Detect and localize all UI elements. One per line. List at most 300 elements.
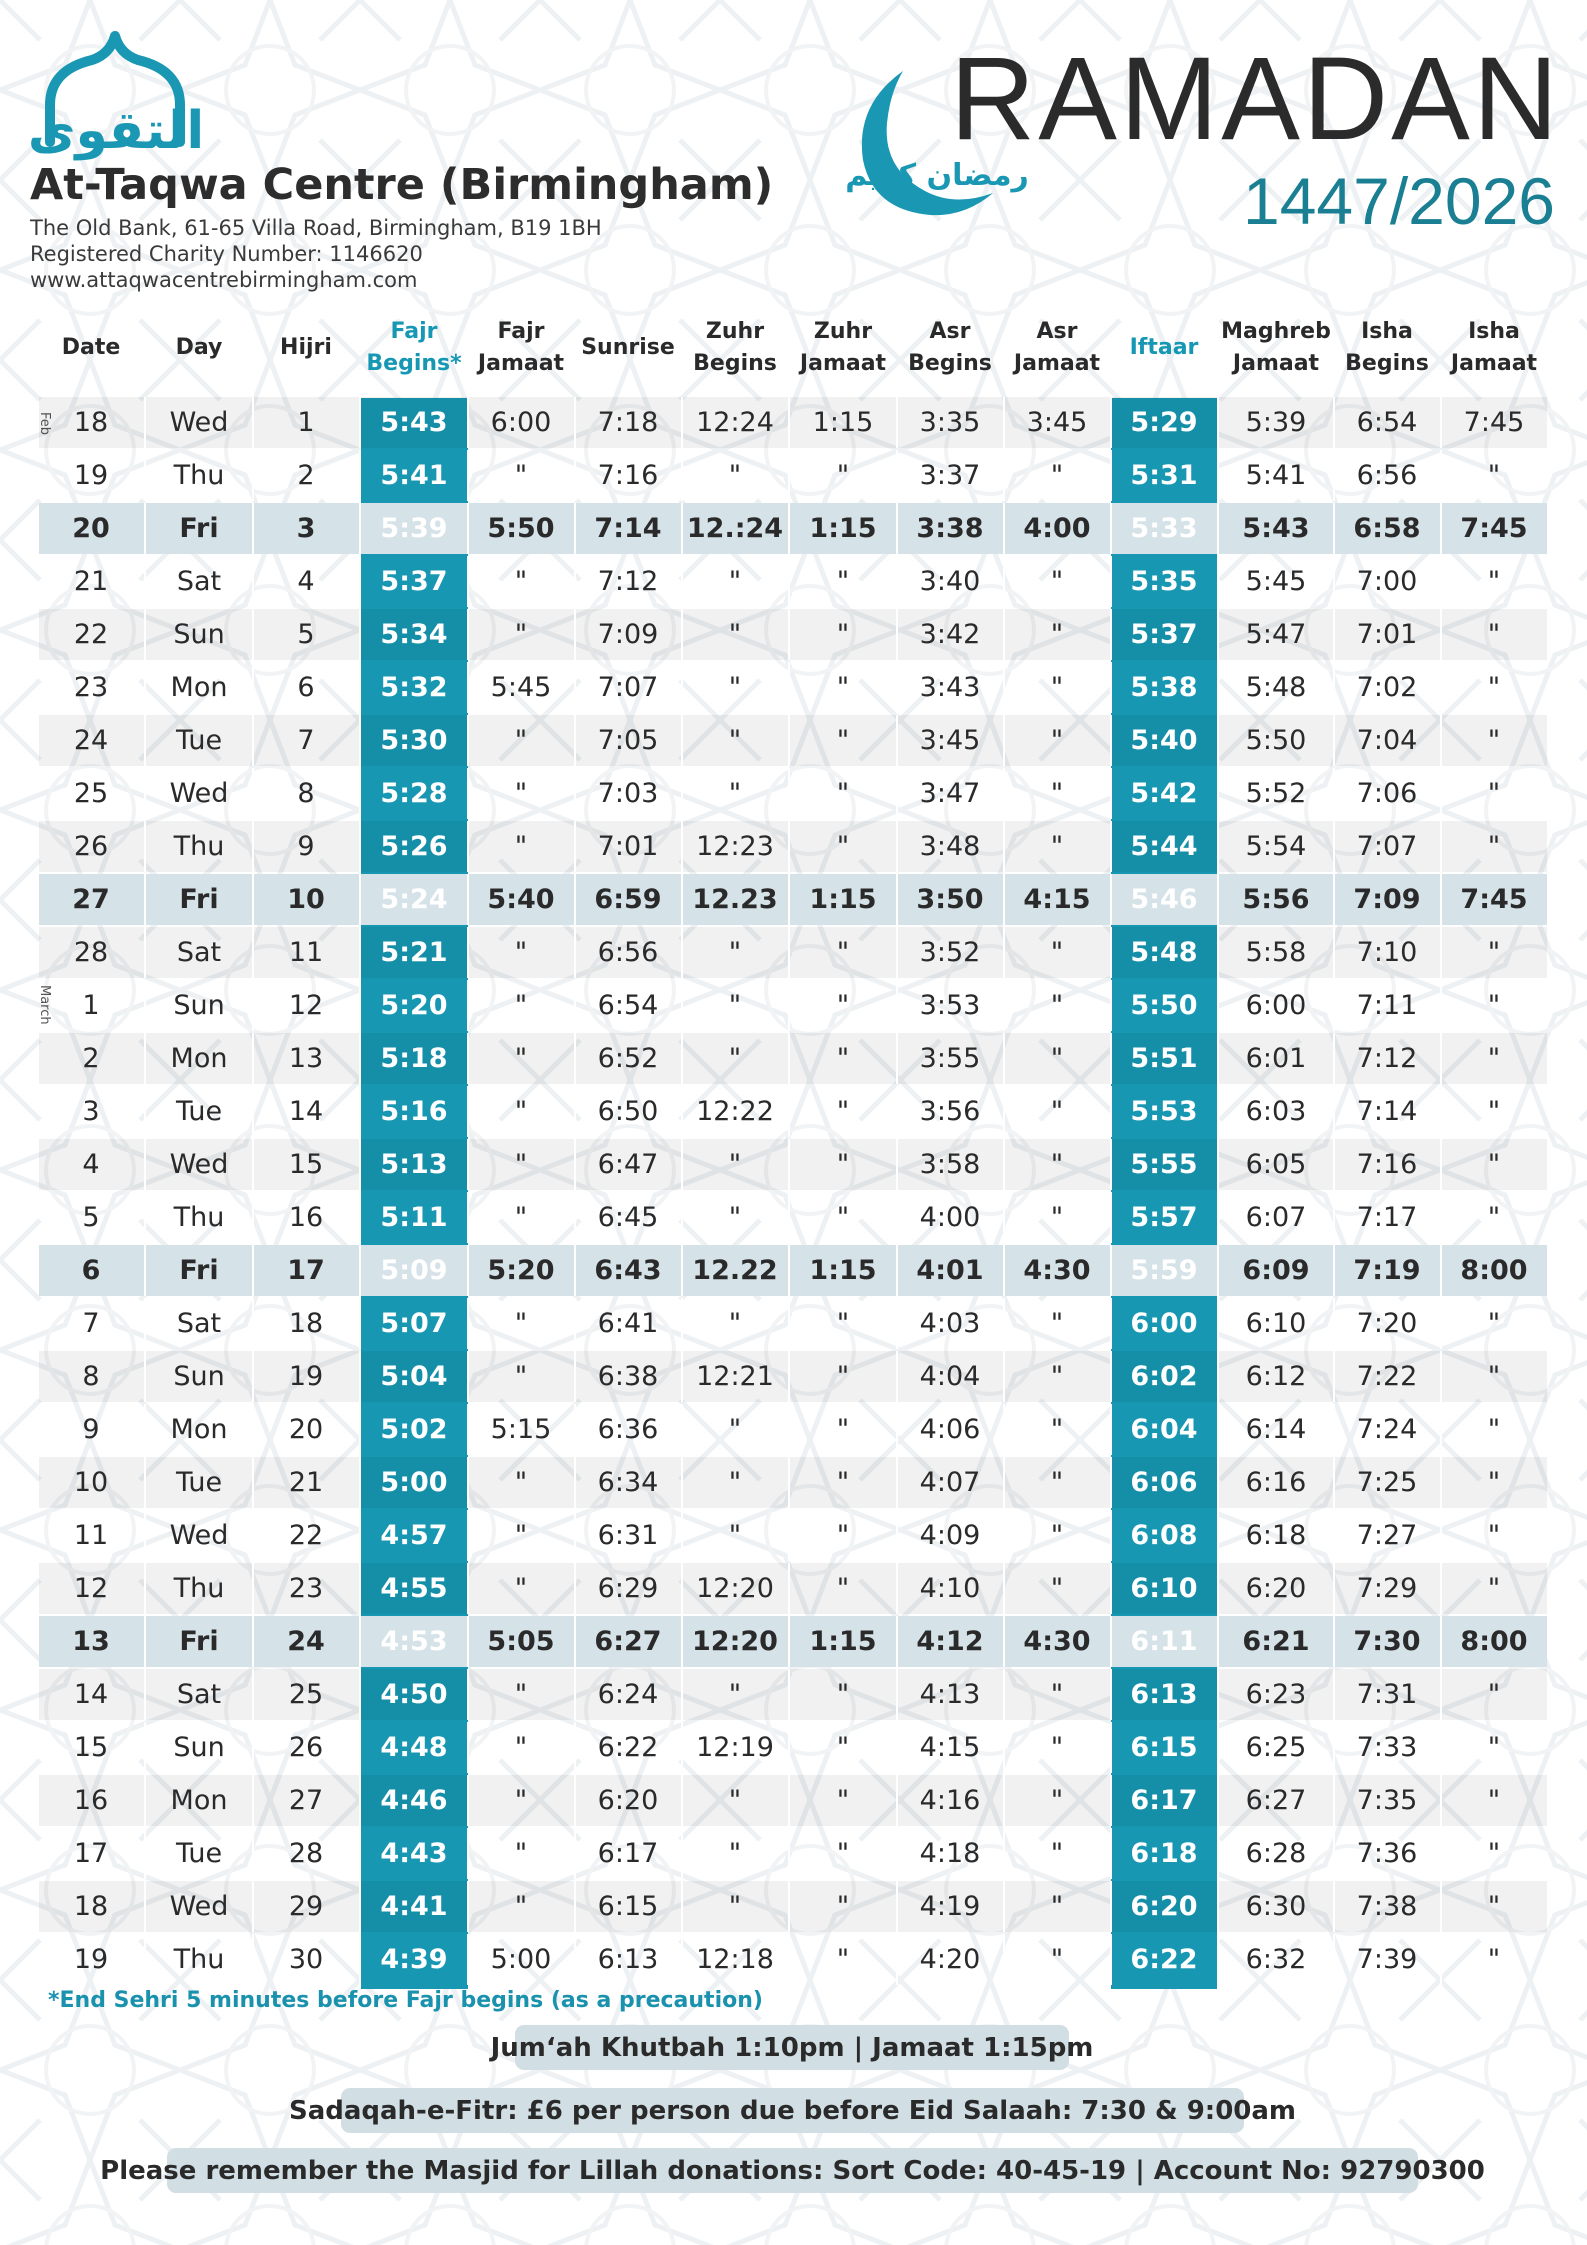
cell-zuhr-begins: " (728, 1043, 742, 1074)
cell-day: Wed (169, 778, 229, 809)
cell-sunrise: 7:07 (597, 672, 659, 703)
cell-zuhr-begins: " (728, 778, 742, 809)
cell-isha-begins: 7:00 (1356, 566, 1418, 597)
cell-zuhr-jamaat: " (836, 1944, 850, 1975)
cell-zuhr-jamaat: " (836, 672, 850, 703)
cell-fajr-begins: 5:24 (380, 884, 448, 915)
table-row (39, 1668, 1547, 1721)
table-row (39, 1297, 1547, 1350)
cell-hijri: 23 (288, 1573, 324, 1604)
table-row (39, 1403, 1547, 1456)
cell-day: Sat (176, 566, 222, 597)
cell-maghreb-jamaat: 6:18 (1245, 1520, 1307, 1551)
column-header-hijri: Hijri (280, 335, 332, 360)
donations-notice: Please remember the Masjid for Lillah donations: Sort Code: 40-45-19 | Account No: 92790300 (167, 2148, 1418, 2193)
cell-zuhr-begins: 12:18 (696, 1944, 774, 1975)
cell-fajr-jamaat: " (514, 990, 528, 1021)
cell-zuhr-jamaat: " (836, 566, 850, 597)
cell-asr-jamaat: " (1050, 1308, 1064, 1339)
cell-sunrise: 6:52 (597, 1043, 659, 1074)
cell-date: 1 (82, 990, 100, 1021)
cell-asr-jamaat: " (1050, 1944, 1064, 1975)
cell-fajr-begins: 5:34 (380, 619, 448, 650)
cell-maghreb-jamaat: 5:52 (1245, 778, 1307, 809)
cell-day: Tue (175, 1467, 223, 1498)
cell-asr-jamaat: " (1050, 1573, 1064, 1604)
cell-asr-begins: 4:10 (919, 1573, 981, 1604)
cell-hijri: 11 (288, 937, 324, 968)
cell-asr-begins: 3:56 (919, 1096, 981, 1127)
cell-iftaar: 6:18 (1130, 1838, 1198, 1869)
cell-fajr-jamaat: " (514, 1891, 528, 1922)
jumah-notice: Jum‘ah Khutbah 1:10pm | Jamaat 1:15pm (515, 2025, 1069, 2070)
cell-zuhr-begins: " (728, 990, 742, 1021)
cell-maghreb-jamaat: 6:27 (1245, 1785, 1307, 1816)
cell-maghreb-jamaat: 6:23 (1245, 1679, 1307, 1710)
cell-zuhr-begins: 12.23 (692, 884, 778, 915)
cell-asr-begins: 4:20 (919, 1944, 981, 1975)
cell-isha-jamaat: " (1487, 1308, 1501, 1339)
cell-sunrise: 6:41 (597, 1308, 659, 1339)
cell-maghreb-jamaat: 6:05 (1245, 1149, 1307, 1180)
cell-zuhr-begins: " (728, 1520, 742, 1551)
cell-sunrise: 7:09 (597, 619, 659, 650)
cell-day: Fri (179, 1626, 219, 1657)
cell-fajr-begins: 5:07 (380, 1308, 448, 1339)
cell-isha-jamaat: 8:00 (1460, 1255, 1528, 1286)
cell-zuhr-begins: 12.22 (692, 1255, 778, 1286)
cell-asr-begins: 4:09 (919, 1520, 981, 1551)
cell-asr-jamaat: " (1050, 1679, 1064, 1710)
cell-zuhr-begins: " (728, 1308, 742, 1339)
cell-day: Thu (173, 831, 225, 862)
cell-asr-jamaat: " (1050, 1467, 1064, 1498)
cell-iftaar: 5:35 (1130, 566, 1198, 597)
cell-fajr-begins: 5:00 (380, 1467, 448, 1498)
cell-asr-jamaat: " (1050, 460, 1064, 491)
cell-day: Wed (169, 1891, 229, 1922)
table-row (39, 1509, 1547, 1562)
cell-hijri: 3 (296, 513, 316, 544)
cell-asr-jamaat: " (1050, 725, 1064, 756)
cell-hijri: 8 (297, 778, 315, 809)
cell-date: 19 (73, 460, 109, 491)
cell-iftaar: 5:50 (1130, 990, 1198, 1021)
cell-zuhr-jamaat: " (836, 1414, 850, 1445)
cell-iftaar: 6:04 (1130, 1414, 1198, 1445)
cell-zuhr-jamaat: " (836, 1891, 850, 1922)
cell-asr-begins: 3:52 (919, 937, 981, 968)
cell-sunrise: 6:15 (597, 1891, 659, 1922)
cell-maghreb-jamaat: 5:56 (1242, 884, 1310, 915)
cell-zuhr-begins: " (728, 619, 742, 650)
cell-asr-jamaat: " (1050, 990, 1064, 1021)
cell-isha-begins: 6:58 (1353, 513, 1421, 544)
cell-zuhr-begins: 12:20 (696, 1573, 774, 1604)
cell-day: Tue (175, 725, 223, 756)
cell-zuhr-jamaat: 1:15 (809, 1255, 877, 1286)
cell-zuhr-begins: " (728, 460, 742, 491)
cell-asr-begins: 3:47 (919, 778, 981, 809)
cell-maghreb-jamaat: 6:14 (1245, 1414, 1307, 1445)
cell-fajr-begins: 5:32 (380, 672, 448, 703)
cell-fajr-begins: 5:43 (380, 407, 448, 438)
cell-asr-jamaat: " (1050, 1732, 1064, 1763)
cell-date: 14 (73, 1679, 109, 1710)
cell-zuhr-jamaat: " (836, 1838, 850, 1869)
cell-fajr-begins: 4:55 (380, 1573, 448, 1604)
cell-isha-jamaat: " (1487, 1944, 1501, 1975)
cell-date: 28 (73, 937, 109, 968)
table-row (39, 979, 1547, 1032)
cell-sunrise: 6:43 (594, 1255, 662, 1286)
cell-isha-jamaat: " (1487, 1732, 1501, 1763)
cell-iftaar: 5:42 (1130, 778, 1198, 809)
table-row (39, 926, 1547, 979)
cell-fajr-begins: 5:37 (380, 566, 448, 597)
cell-maghreb-jamaat: 6:25 (1245, 1732, 1307, 1763)
cell-maghreb-jamaat: 6:12 (1245, 1361, 1307, 1392)
cell-isha-begins: 6:54 (1356, 407, 1418, 438)
cell-zuhr-jamaat: 1:15 (812, 407, 874, 438)
cell-maghreb-jamaat: 6:01 (1245, 1043, 1307, 1074)
cell-asr-begins: 4:04 (919, 1361, 981, 1392)
cell-zuhr-begins: " (728, 1149, 742, 1180)
cell-fajr-jamaat: 5:15 (490, 1414, 552, 1445)
cell-fajr-begins: 4:57 (380, 1520, 448, 1551)
cell-fajr-begins: 4:50 (380, 1679, 448, 1710)
cell-isha-jamaat: " (1487, 778, 1501, 809)
cell-sunrise: 7:05 (597, 725, 659, 756)
cell-hijri: 17 (287, 1255, 325, 1286)
cell-zuhr-jamaat: " (836, 1361, 850, 1392)
cell-hijri: 14 (288, 1096, 324, 1127)
cell-sunrise: 6:59 (594, 884, 662, 915)
cell-hijri: 16 (288, 1202, 324, 1233)
cell-maghreb-jamaat: 5:47 (1245, 619, 1307, 650)
cell-sunrise: 6:34 (597, 1467, 659, 1498)
cell-sunrise: 6:27 (594, 1626, 662, 1657)
cell-maghreb-jamaat: 6:21 (1242, 1626, 1310, 1657)
cell-zuhr-begins: 12:24 (696, 407, 774, 438)
cell-sunrise: 6:22 (597, 1732, 659, 1763)
cell-sunrise: 7:16 (597, 460, 659, 491)
cell-day: Fri (179, 884, 219, 915)
cell-fajr-begins: 5:39 (380, 513, 448, 544)
cell-isha-begins: 7:33 (1356, 1732, 1418, 1763)
logo-wordmark: التقوى (27, 101, 205, 161)
cell-hijri: 26 (288, 1732, 324, 1763)
cell-hijri: 15 (288, 1149, 324, 1180)
cell-isha-jamaat: " (1487, 672, 1501, 703)
cell-asr-begins: 4:00 (919, 1202, 981, 1233)
cell-maghreb-jamaat: 6:16 (1245, 1467, 1307, 1498)
cell-isha-begins: 7:12 (1356, 1043, 1418, 1074)
cell-iftaar: 6:13 (1130, 1679, 1198, 1710)
cell-asr-jamaat: " (1050, 1043, 1064, 1074)
cell-fajr-jamaat: " (514, 460, 528, 491)
cell-fajr-jamaat: " (514, 1732, 528, 1763)
cell-asr-begins: 4:15 (919, 1732, 981, 1763)
cell-zuhr-begins: " (728, 1414, 742, 1445)
cell-hijri: 19 (288, 1361, 324, 1392)
cell-date: 26 (73, 831, 109, 862)
org-address: The Old Bank, 61-65 Villa Road, Birmingham, B19 1BH (30, 216, 602, 240)
cell-asr-begins: 4:12 (916, 1626, 984, 1657)
cell-asr-jamaat: " (1050, 1096, 1064, 1127)
table-row (39, 1774, 1547, 1827)
cell-fajr-jamaat: " (514, 1520, 528, 1551)
cell-zuhr-begins: 12.:24 (686, 513, 784, 544)
cell-isha-begins: 7:10 (1356, 937, 1418, 968)
cell-sunrise: 6:29 (597, 1573, 659, 1604)
cell-fajr-jamaat: 5:40 (487, 884, 555, 915)
cell-zuhr-begins: " (728, 1679, 742, 1710)
cell-zuhr-jamaat: " (836, 990, 850, 1021)
cell-asr-jamaat: " (1050, 1838, 1064, 1869)
cell-maghreb-jamaat: 6:00 (1245, 990, 1307, 1021)
cell-day: Sat (176, 937, 222, 968)
cell-fajr-begins: 5:30 (380, 725, 448, 756)
column-header-fajr-begins: Fajr Begins* (366, 319, 462, 376)
cell-iftaar: 5:29 (1130, 407, 1198, 438)
cell-hijri: 2 (297, 460, 315, 491)
cell-fajr-begins: 5:21 (380, 937, 448, 968)
cell-maghreb-jamaat: 5:39 (1245, 407, 1307, 438)
cell-isha-begins: 7:09 (1353, 884, 1421, 915)
cell-fajr-jamaat: 5:00 (490, 1944, 552, 1975)
table-row (39, 1827, 1547, 1880)
cell-asr-begins: 3:37 (919, 460, 981, 491)
cell-isha-jamaat: " (1487, 1467, 1501, 1498)
cell-fajr-jamaat: " (514, 1785, 528, 1816)
cell-hijri: 28 (288, 1838, 324, 1869)
cell-day: Sun (173, 990, 225, 1021)
cell-hijri: 25 (288, 1679, 324, 1710)
cell-zuhr-jamaat: " (836, 1096, 850, 1127)
mosque-dome-icon (27, 30, 210, 161)
cell-asr-jamaat: " (1050, 566, 1064, 597)
cell-maghreb-jamaat: 6:20 (1245, 1573, 1307, 1604)
cell-asr-begins: 4:18 (919, 1838, 981, 1869)
cell-iftaar: 5:31 (1130, 460, 1198, 491)
table-row (39, 1615, 1547, 1668)
column-header-zuhr-jamaat: Zuhr Jamaat (799, 319, 887, 376)
cell-sunrise: 7:01 (597, 831, 659, 862)
cell-fajr-begins: 5:41 (380, 460, 448, 491)
cell-hijri: 9 (297, 831, 315, 862)
cell-fajr-jamaat: " (514, 1573, 528, 1604)
cell-hijri: 30 (288, 1944, 324, 1975)
cell-asr-begins: 3:35 (919, 407, 981, 438)
cell-hijri: 27 (288, 1785, 324, 1816)
cell-fajr-jamaat: " (514, 1043, 528, 1074)
cell-fajr-begins: 5:13 (380, 1149, 448, 1180)
table-row (39, 873, 1547, 926)
table-row (39, 555, 1547, 608)
cell-day: Mon (170, 1785, 228, 1816)
cell-iftaar: 6:00 (1130, 1308, 1198, 1339)
table-row (39, 661, 1547, 714)
cell-isha-begins: 7:16 (1356, 1149, 1418, 1180)
cell-iftaar: 5:40 (1130, 725, 1198, 756)
cell-fajr-jamaat: " (514, 1202, 528, 1233)
cell-iftaar: 5:38 (1130, 672, 1198, 703)
cell-isha-jamaat: " (1487, 1414, 1501, 1445)
cell-asr-jamaat: " (1050, 619, 1064, 650)
cell-day: Mon (170, 672, 228, 703)
table-row (39, 1880, 1547, 1933)
cell-day: Tue (175, 1838, 223, 1869)
cell-asr-begins: 4:03 (919, 1308, 981, 1339)
cell-iftaar: 6:08 (1130, 1520, 1198, 1551)
cell-iftaar: 6:17 (1130, 1785, 1198, 1816)
cell-iftaar: 5:55 (1130, 1149, 1198, 1180)
cell-asr-jamaat: 4:30 (1023, 1255, 1091, 1286)
cell-day: Fri (179, 1255, 219, 1286)
cell-iftaar: 6:11 (1130, 1626, 1198, 1657)
cell-fajr-begins: 5:16 (380, 1096, 448, 1127)
cell-iftaar: 6:15 (1130, 1732, 1198, 1763)
cell-maghreb-jamaat: 6:10 (1245, 1308, 1307, 1339)
cell-zuhr-jamaat: " (836, 1679, 850, 1710)
cell-fajr-jamaat: " (514, 1361, 528, 1392)
cell-isha-begins: 6:56 (1356, 460, 1418, 491)
cell-zuhr-jamaat: " (836, 619, 850, 650)
cell-asr-begins: 3:45 (919, 725, 981, 756)
cell-fajr-jamaat: 6:00 (490, 407, 552, 438)
cell-zuhr-jamaat: 1:15 (809, 884, 877, 915)
cell-date: 16 (73, 1785, 109, 1816)
cell-date: 2 (82, 1043, 100, 1074)
cell-asr-begins: 3:43 (919, 672, 981, 703)
cell-asr-begins: 4:13 (919, 1679, 981, 1710)
table-row (39, 820, 1547, 873)
cell-hijri: 24 (287, 1626, 325, 1657)
cell-isha-begins: 7:06 (1356, 778, 1418, 809)
cell-fajr-begins: 4:53 (380, 1626, 448, 1657)
cell-hijri: 20 (288, 1414, 324, 1445)
cell-fajr-begins: 5:11 (380, 1202, 448, 1233)
sadaqah-notice: Sadaqah-e-Fitr: £6 per person due before Eid Salaah: 7:30 & 9:00am (341, 2088, 1244, 2133)
page-title: RAMADAN (950, 33, 1562, 165)
cell-iftaar: 5:59 (1130, 1255, 1198, 1286)
cell-isha-jamaat: " (1487, 1149, 1501, 1180)
cell-day: Thu (173, 460, 225, 491)
cell-iftaar: 6:02 (1130, 1361, 1198, 1392)
footnote: *End Sehri 5 minutes before Fajr begins (as a precaution) (48, 1988, 763, 2013)
cell-zuhr-begins: " (728, 937, 742, 968)
cell-day: Wed (169, 1149, 229, 1180)
cell-day: Mon (170, 1414, 228, 1445)
table-row (39, 1138, 1547, 1191)
cell-iftaar: 5:46 (1130, 884, 1198, 915)
cell-isha-jamaat: 8:00 (1460, 1626, 1528, 1657)
cell-sunrise: 7:03 (597, 778, 659, 809)
column-header-sunrise: Sunrise (581, 335, 675, 360)
cell-asr-jamaat: " (1050, 1891, 1064, 1922)
column-header-iftaar: Iftaar (1129, 335, 1199, 360)
cell-isha-jamaat: " (1487, 1573, 1501, 1604)
cell-sunrise: 6:36 (597, 1414, 659, 1445)
cell-iftaar: 6:22 (1130, 1944, 1198, 1975)
cell-isha-begins: 7:38 (1356, 1891, 1418, 1922)
cell-maghreb-jamaat: 6:30 (1245, 1891, 1307, 1922)
year-subtitle: 1447/2026 (1243, 164, 1555, 238)
cell-day: Thu (173, 1202, 225, 1233)
cell-fajr-begins: 4:39 (380, 1944, 448, 1975)
cell-day: Sun (173, 1361, 225, 1392)
cell-sunrise: 7:14 (594, 513, 662, 544)
column-header-isha-jamaat: Isha Jamaat (1450, 319, 1538, 376)
cell-isha-jamaat: " (1487, 1096, 1501, 1127)
cell-hijri: 12 (288, 990, 324, 1021)
cell-zuhr-jamaat: " (836, 1308, 850, 1339)
cell-fajr-jamaat: " (514, 1679, 528, 1710)
cell-fajr-jamaat: " (514, 619, 528, 650)
cell-zuhr-jamaat: " (836, 1573, 850, 1604)
cell-asr-jamaat: 3:45 (1026, 407, 1088, 438)
cell-isha-begins: 7:01 (1356, 619, 1418, 650)
cell-asr-begins: 3:50 (916, 884, 984, 915)
cell-day: Sat (176, 1679, 222, 1710)
cell-date: 12 (73, 1573, 109, 1604)
table-row (39, 1085, 1547, 1138)
cell-isha-begins: 7:27 (1356, 1520, 1418, 1551)
cell-date: 17 (73, 1838, 109, 1869)
cell-zuhr-begins: 12:20 (692, 1626, 778, 1657)
month-label-march: March (37, 985, 52, 1025)
cell-zuhr-jamaat: " (836, 1149, 850, 1180)
cell-date: 13 (72, 1626, 110, 1657)
cell-asr-begins: 4:16 (919, 1785, 981, 1816)
cell-date: 20 (72, 513, 110, 544)
cell-asr-jamaat: " (1050, 1361, 1064, 1392)
cell-fajr-jamaat: " (514, 1308, 528, 1339)
cell-date: 23 (73, 672, 109, 703)
cell-isha-jamaat: " (1487, 725, 1501, 756)
cell-asr-jamaat: 4:30 (1023, 1626, 1091, 1657)
cell-zuhr-begins: 12:19 (696, 1732, 774, 1763)
cell-asr-begins: 4:06 (919, 1414, 981, 1445)
cell-zuhr-begins: " (728, 1838, 742, 1869)
column-header-asr-begins: Asr Begins (908, 319, 992, 376)
cell-isha-jamaat: " (1487, 990, 1501, 1021)
cell-asr-jamaat: " (1050, 831, 1064, 862)
cell-zuhr-jamaat: " (836, 1467, 850, 1498)
cell-fajr-jamaat: " (514, 831, 528, 862)
cell-hijri: 22 (288, 1520, 324, 1551)
cell-sunrise: 6:45 (597, 1202, 659, 1233)
org-website[interactable]: www.attaqwacentrebirmingham.com (30, 268, 418, 292)
cell-fajr-begins: 5:20 (380, 990, 448, 1021)
cell-fajr-begins: 4:41 (380, 1891, 448, 1922)
cell-isha-begins: 7:35 (1356, 1785, 1418, 1816)
cell-asr-jamaat: " (1050, 1149, 1064, 1180)
cell-zuhr-begins: " (728, 1467, 742, 1498)
cell-asr-jamaat: " (1050, 1520, 1064, 1551)
column-header-isha-begins: Isha Begins (1345, 319, 1429, 376)
cell-isha-begins: 7:30 (1353, 1626, 1421, 1657)
table-row (39, 1933, 1547, 1986)
cell-zuhr-begins: " (728, 1202, 742, 1233)
cell-isha-begins: 7:22 (1356, 1361, 1418, 1392)
cell-isha-jamaat: " (1487, 1838, 1501, 1869)
cell-iftaar: 5:53 (1130, 1096, 1198, 1127)
cell-zuhr-jamaat: " (836, 1043, 850, 1074)
column-header-date: Date (61, 335, 121, 360)
cell-hijri: 5 (297, 619, 315, 650)
